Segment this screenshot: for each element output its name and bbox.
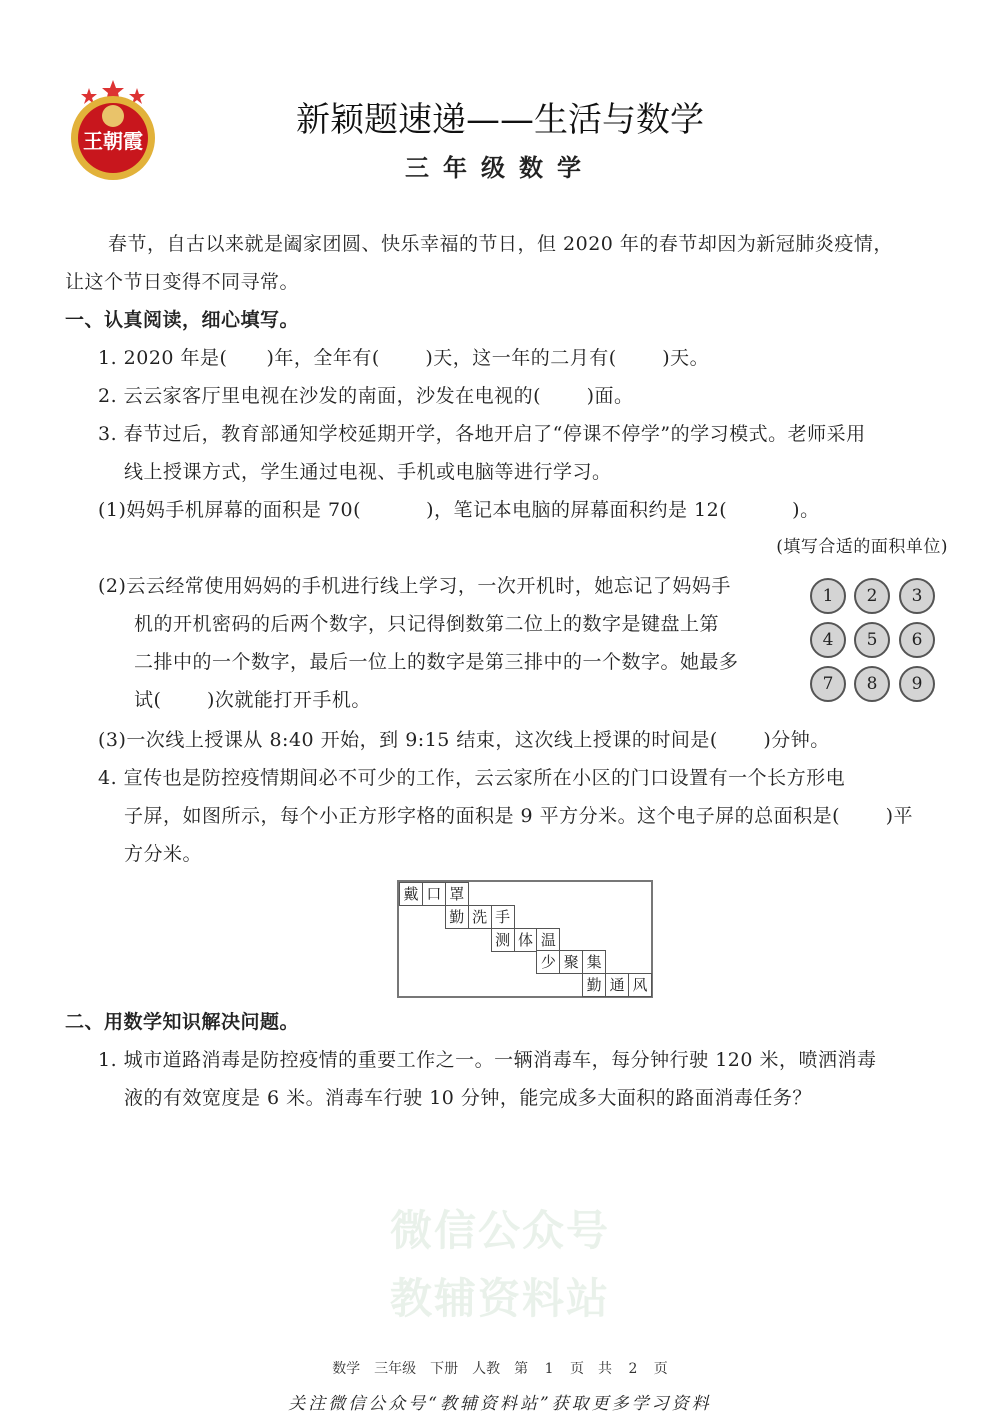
grid-cell: 罩	[445, 882, 469, 906]
question-text: (2)云云经常使用妈妈的手机进行线上学习，一次开机时，她忘记了妈妈手	[98, 575, 731, 597]
grid-cell: 体	[514, 928, 538, 952]
page-subtitle: 三年级数学	[405, 154, 595, 182]
question-text: 子屏，如图所示，每个小正方形字格的面积是 9 平方分米。这个电子屏的总面积是( )平	[124, 805, 914, 827]
question-text: (3)一次线上授课从 8:40 开始，到 9:15 结束，这次线上授课的时间是( )分钟。	[98, 729, 830, 751]
grid-cell: 聚	[559, 950, 583, 974]
grid-cell: 手	[491, 905, 515, 929]
grid-cell: 测	[491, 928, 515, 952]
keypad-key: 6	[899, 622, 935, 658]
keypad-key: 1	[810, 578, 846, 614]
grid-cell: 洗	[468, 905, 492, 929]
question-text: 线上授课方式，学生通过电视、手机或电脑等进行学习。	[124, 461, 612, 483]
question-text: (1)妈妈手机屏幕的面积是 70( )，笔记本电脑的屏幕面积约是 12( )。	[98, 499, 820, 521]
grid-cell: 集	[582, 950, 606, 974]
led-screen-grid	[397, 880, 653, 998]
page-footer: 数学 三年级 下册 人教 第 1 页 共 2 页	[332, 1361, 668, 1377]
keypad-key: 9	[899, 666, 935, 702]
hint-text: (填写合适的面积单位)	[776, 537, 948, 557]
grid-cell: 勤	[445, 905, 469, 929]
keypad-key: 3	[899, 578, 935, 614]
question-text: 4. 宣传也是防控疫情期间必不可少的工作，云云家所在小区的门口设置有一个长方形电	[98, 767, 846, 789]
question-text: 方分米。	[124, 843, 203, 865]
svg-text:王朝霞: 王朝霞	[83, 129, 143, 153]
keypad-key: 5	[854, 622, 890, 658]
grid-cell: 戴	[399, 882, 423, 906]
grid-cell: 少	[536, 950, 560, 974]
question-text: 1. 2020 年是( )年，全年有( )天，这一年的二月有( )天。	[98, 347, 710, 369]
question-text: 机的开机密码的后两个数字，只记得倒数第二位上的数字是键盘上第	[134, 613, 720, 635]
intro-text: 春节，自古以来就是阖家团圆、快乐幸福的节日，但 2020 年的春节却因为新冠肺炎疫情，	[108, 233, 893, 255]
keypad-key: 8	[854, 666, 890, 702]
promo-footer: 关注微信公众号“教辅资料站”获取更多学习资料	[288, 1394, 712, 1414]
page-title: 新颖题速递——生活与数学	[296, 100, 704, 140]
question-text: 试( )次就能打开手机。	[134, 689, 371, 711]
grid-cell: 风	[628, 973, 652, 997]
section-heading: 二、用数学知识解决问题。	[65, 1011, 300, 1033]
question-text: 液的有效宽度是 6 米。消毒车行驶 10 分钟，能完成多大面积的路面消毒任务？	[124, 1087, 812, 1109]
question-text: 2. 云云家客厅里电视在沙发的南面，沙发在电视的( )面。	[98, 385, 634, 407]
keypad-key: 4	[810, 622, 846, 658]
grid-cell: 通	[605, 973, 629, 997]
question-text: 二排中的一个数字，最后一位上的数字是第三排中的一个数字。她最多	[134, 651, 739, 673]
watermark-text: 教辅资料站	[389, 1274, 610, 1323]
keypad-key: 7	[810, 666, 846, 702]
watermark-text: 微信公众号	[389, 1206, 610, 1255]
section-heading: 一、认真阅读，细心填写。	[65, 309, 300, 331]
grid-cell: 温	[536, 928, 560, 952]
grid-cell: 口	[422, 882, 446, 906]
keypad-key: 2	[854, 578, 890, 614]
question-text: 1. 城市道路消毒是防控疫情的重要工作之一。一辆消毒车，每分钟行驶 120 米，喷洒消毒	[98, 1049, 877, 1071]
grid-cell: 勤	[582, 973, 606, 997]
question-text: 3. 春节过后，教育部通知学校延期开学，各地开启了“停课不停学”的学习模式。老师采用	[98, 423, 866, 445]
intro-text: 让这个节日变得不同寻常。	[65, 271, 300, 293]
